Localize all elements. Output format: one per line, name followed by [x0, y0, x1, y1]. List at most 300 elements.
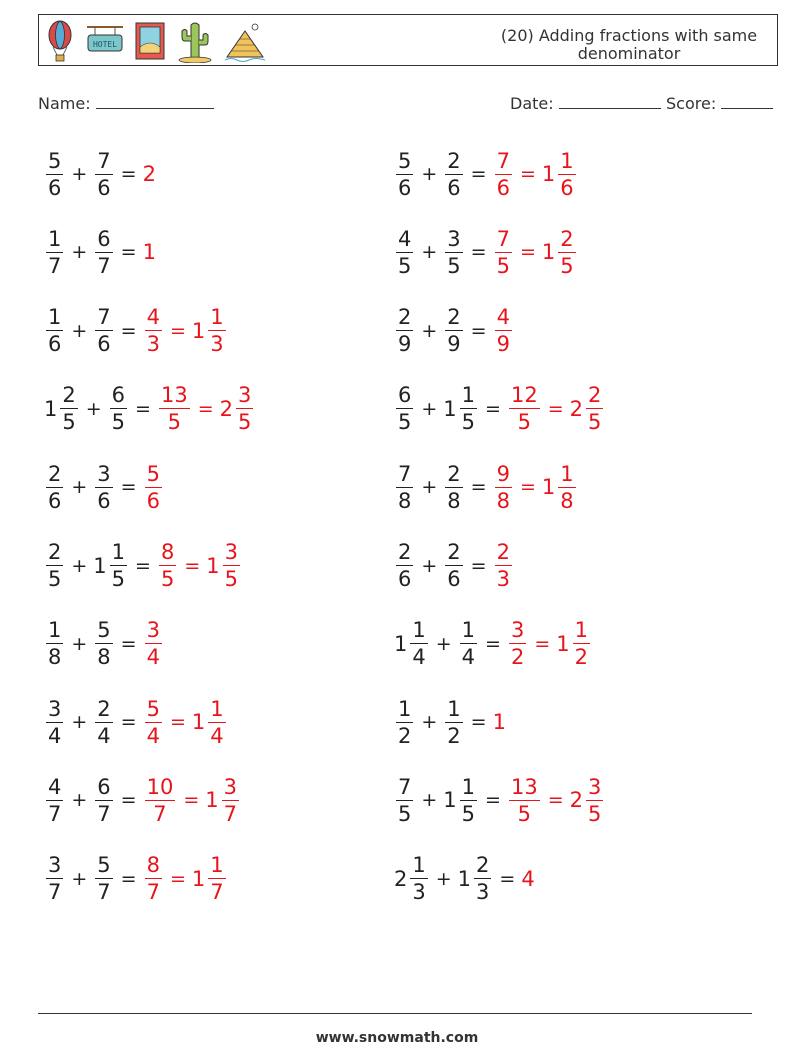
plus-sign: + [71, 476, 88, 499]
mixed-number [220, 382, 256, 435]
plus-sign: + [421, 319, 438, 342]
date-label: Date: [510, 94, 554, 113]
equals-sign: = [135, 554, 151, 577]
mixed-number [192, 696, 228, 749]
numerator: 8 [160, 540, 175, 564]
numerator: 1 [210, 853, 224, 878]
numerator: 2 [97, 696, 111, 721]
picture-frame-icon [133, 19, 167, 63]
mixed-number [143, 774, 178, 827]
fraction [95, 148, 112, 201]
numerator: 1 [210, 696, 224, 721]
denominator: 5 [517, 410, 532, 435]
fraction [60, 382, 77, 435]
whole-part: 1 [394, 631, 408, 656]
problem-11 [44, 534, 242, 598]
problem-3 [44, 220, 157, 284]
numerator: 10 [146, 774, 174, 799]
mixed-number [394, 539, 415, 592]
denominator: 6 [146, 488, 160, 513]
answer [143, 774, 178, 827]
denominator: 5 [398, 801, 412, 826]
problem-10 [394, 455, 578, 519]
mixed-number [493, 539, 514, 592]
denominator: 5 [62, 410, 76, 435]
mixed-number [493, 148, 514, 201]
answer [143, 696, 164, 749]
equals-sign: = [120, 867, 137, 890]
mixed-number [93, 617, 114, 670]
mixed-number [44, 617, 65, 670]
plus-sign: + [71, 241, 88, 264]
numerator: 1 [398, 696, 412, 721]
denominator: 5 [588, 801, 602, 826]
whole-part: 1 [205, 788, 219, 813]
answer [220, 382, 256, 435]
denominator: 4 [97, 723, 111, 748]
numerator: 2 [398, 305, 412, 330]
numerator: 1 [111, 540, 126, 564]
mixed-number [542, 226, 578, 279]
denominator: 5 [238, 410, 252, 435]
denominator: 2 [447, 723, 461, 748]
fraction [509, 382, 540, 435]
denominator: 5 [461, 801, 476, 826]
answer [157, 382, 192, 435]
mixed-number [44, 539, 65, 592]
denominator: 5 [461, 410, 476, 435]
whole-part: 1 [191, 710, 206, 735]
mixed-number [192, 304, 228, 357]
denominator: 9 [496, 332, 510, 357]
fraction [46, 461, 63, 514]
answer [493, 461, 514, 514]
numerator: 1 [210, 305, 224, 330]
denominator: 7 [153, 801, 167, 826]
fraction [46, 774, 63, 827]
numerator: 8 [146, 853, 160, 878]
answer [143, 617, 164, 670]
answer [542, 461, 578, 514]
answer [493, 304, 514, 357]
numerator: 5 [398, 148, 412, 173]
mixed-number [93, 226, 114, 279]
numerator: 1 [412, 618, 426, 643]
numerator: 1 [560, 148, 574, 173]
mixed-number [493, 710, 507, 734]
answer [143, 852, 164, 905]
answer [192, 304, 228, 357]
denominator: 5 [447, 253, 461, 278]
fraction [46, 304, 63, 357]
fraction [558, 461, 575, 514]
fraction [95, 226, 112, 279]
numerator: 6 [398, 383, 412, 408]
answer [143, 162, 157, 186]
fraction [46, 617, 63, 670]
numerator: 3 [224, 540, 239, 564]
fraction [208, 852, 225, 905]
plus-sign: + [71, 867, 88, 890]
denominator: 2 [398, 723, 412, 748]
equals-sign: = [120, 241, 137, 264]
numerator: 2 [62, 383, 76, 408]
numerator: 6 [97, 774, 111, 799]
fraction [396, 539, 413, 592]
denominator: 8 [97, 645, 111, 670]
denominator: 5 [398, 253, 412, 278]
fraction [145, 617, 162, 670]
numerator: 2 [398, 540, 412, 564]
denominator: 5 [560, 253, 574, 278]
plus-sign: + [421, 241, 438, 264]
score-blank[interactable] [721, 94, 773, 109]
numerator: 3 [588, 774, 602, 799]
name-label: Name: [38, 94, 91, 113]
mixed-number [93, 696, 114, 749]
fraction [46, 539, 63, 592]
numerator: 12 [510, 383, 538, 408]
numerator: 7 [496, 226, 510, 251]
fraction [396, 226, 413, 279]
numerator: 1 [48, 305, 62, 330]
score-field[interactable] [666, 94, 773, 113]
mixed-number [443, 461, 464, 514]
fraction [460, 774, 477, 827]
fraction [509, 774, 540, 827]
date-field[interactable] [510, 94, 661, 113]
plus-sign: + [71, 789, 88, 812]
problem-2 [394, 142, 578, 206]
numerator: 6 [111, 383, 126, 408]
plus-sign: + [421, 554, 438, 577]
denominator: 5 [517, 801, 532, 826]
numerator: 2 [476, 853, 490, 878]
denominator: 7 [48, 801, 62, 826]
mixed-number [443, 304, 464, 357]
worksheet-header [38, 14, 778, 66]
whole-part: 1 [44, 396, 58, 421]
denominator: 4 [210, 723, 224, 748]
mixed-number [93, 539, 129, 592]
fraction [558, 226, 575, 279]
fraction [396, 774, 413, 827]
mixed-number [93, 304, 114, 357]
whole-part: 1 [541, 475, 556, 500]
cactus-icon [177, 19, 213, 63]
plus-sign: + [71, 163, 88, 185]
mixed-number [93, 148, 114, 201]
numerator: 7 [97, 305, 111, 330]
hotel-sign-icon [85, 19, 125, 63]
denominator: 6 [398, 567, 412, 591]
plus-sign: + [421, 789, 438, 812]
mixed-number [143, 617, 164, 670]
denominator: 7 [97, 253, 111, 278]
score-label: Score: [666, 94, 717, 113]
fraction [95, 774, 112, 827]
mixed-number [521, 867, 535, 891]
mixed-number [394, 382, 415, 435]
mixed-number [44, 304, 65, 357]
mixed-number [443, 696, 464, 749]
answer [206, 539, 242, 592]
mixed-number [493, 226, 514, 279]
whole-part: 1 [93, 553, 107, 578]
answer [556, 617, 592, 670]
equals-sign: = [470, 554, 487, 577]
fraction [110, 382, 127, 435]
denominator: 5 [224, 567, 239, 591]
numerator: 5 [97, 853, 111, 878]
mixed-number [143, 304, 164, 357]
denominator: 5 [111, 567, 126, 591]
mixed-number [570, 774, 606, 827]
fraction [236, 382, 253, 435]
numerator: 4 [496, 305, 510, 330]
numerator: 4 [146, 305, 160, 330]
fraction [573, 617, 590, 670]
denominator: 7 [48, 253, 62, 278]
denominator: 5 [496, 253, 510, 278]
fraction [46, 696, 63, 749]
name-field[interactable] [38, 94, 214, 113]
fraction [445, 461, 462, 514]
plus-sign: + [421, 476, 438, 499]
mixed-number [556, 617, 592, 670]
numerator: 5 [146, 696, 160, 721]
fraction [558, 148, 575, 201]
numerator: 1 [412, 853, 426, 878]
problem-4 [394, 220, 578, 284]
denominator: 6 [496, 175, 510, 200]
problem-20 [394, 847, 536, 911]
mixed-number [507, 617, 528, 670]
problem-1 [44, 142, 157, 206]
mixed-number [507, 382, 542, 435]
mixed-number [394, 461, 415, 514]
mixed-number [205, 774, 241, 827]
denominator: 6 [48, 332, 62, 357]
whole-part: 1 [541, 162, 556, 186]
fraction [46, 148, 63, 201]
denominator: 3 [496, 567, 510, 591]
mixed-number [542, 461, 578, 514]
fraction [396, 696, 413, 749]
date-blank[interactable] [559, 94, 661, 109]
mixed-number [443, 539, 464, 592]
fraction [110, 539, 127, 592]
equals-sign: = [184, 554, 201, 577]
whole-part: 1 [541, 240, 556, 265]
denominator: 4 [146, 645, 160, 670]
numerator: 3 [97, 461, 111, 486]
denominator: 8 [496, 488, 510, 513]
fraction [95, 617, 112, 670]
fraction [410, 852, 427, 905]
mixed-number [458, 852, 494, 905]
pyramid-icon [223, 19, 267, 63]
equals-sign: = [485, 632, 501, 655]
fraction [95, 696, 112, 749]
fraction [495, 304, 512, 357]
mixed-number [443, 226, 464, 279]
denominator: 7 [223, 801, 237, 826]
answer [192, 852, 228, 905]
mixed-number [443, 382, 479, 435]
whole-part: 1 [191, 866, 206, 891]
numerator: 2 [48, 461, 62, 486]
answer [493, 539, 514, 592]
whole-part: 1 [457, 866, 472, 891]
equals-sign: = [197, 397, 214, 420]
mixed-number [394, 304, 415, 357]
plus-sign: + [71, 554, 88, 577]
problem-8 [394, 377, 605, 441]
fraction [95, 304, 112, 357]
equals-sign: = [470, 241, 487, 264]
denominator: 7 [146, 880, 160, 905]
numerator: 2 [560, 226, 574, 251]
plus-sign: + [435, 867, 452, 890]
fraction [495, 148, 512, 201]
fraction [586, 382, 603, 435]
denominator: 5 [48, 567, 62, 591]
equals-sign: = [519, 241, 536, 264]
whole-part: 2 [219, 396, 233, 421]
mixed-number [493, 304, 514, 357]
plus-sign: + [421, 163, 438, 185]
fraction [445, 226, 462, 279]
denominator: 7 [48, 880, 62, 905]
mixed-number [394, 696, 415, 749]
whole-part: 2 [569, 396, 583, 421]
fraction [145, 696, 162, 749]
numerator: 3 [238, 383, 252, 408]
problem-9 [44, 455, 164, 519]
denominator: 6 [97, 332, 111, 357]
fraction [46, 226, 63, 279]
mixed-number [394, 226, 415, 279]
mixed-number [93, 852, 114, 905]
numerator: 7 [398, 461, 412, 486]
whole-part: 2 [394, 866, 408, 891]
equals-sign: = [499, 867, 516, 890]
problem-17 [44, 768, 241, 832]
problem-5 [44, 299, 228, 363]
fraction [474, 852, 491, 905]
fraction [396, 148, 413, 201]
fraction [445, 696, 462, 749]
denominator: 5 [160, 567, 175, 591]
mixed-number [44, 148, 65, 201]
numerator: 7 [97, 148, 111, 173]
whole-part: 1 [443, 396, 457, 421]
mixed-number [157, 539, 178, 592]
fraction [509, 617, 526, 670]
denominator: 9 [398, 332, 412, 357]
name-blank[interactable] [96, 94, 214, 109]
footer-url: www.snowmath.com [315, 1030, 479, 1046]
equals-sign: = [120, 632, 137, 655]
problem-18 [394, 768, 605, 832]
denominator: 7 [97, 801, 111, 826]
numerator: 3 [223, 774, 237, 799]
mixed-number [542, 148, 578, 201]
equals-sign: = [547, 789, 564, 812]
numerator: 1 [461, 618, 476, 643]
fraction [586, 774, 603, 827]
answer [542, 226, 578, 279]
fraction [460, 382, 477, 435]
mixed-number [493, 461, 514, 514]
answer [507, 382, 542, 435]
fraction [495, 226, 512, 279]
equals-sign: = [485, 789, 501, 812]
numerator: 2 [48, 540, 62, 564]
whole-part: 1 [556, 631, 570, 656]
numerator: 7 [496, 148, 510, 173]
numerator: 2 [447, 461, 461, 486]
whole-part: 2 [142, 162, 156, 186]
fraction [445, 304, 462, 357]
mixed-number [143, 162, 157, 186]
answer [493, 148, 514, 201]
mixed-number [44, 696, 65, 749]
svg-text:HOTEL: HOTEL [92, 40, 118, 49]
denominator: 4 [146, 723, 160, 748]
numerator: 2 [447, 305, 461, 330]
mixed-number [44, 382, 80, 435]
answer [143, 304, 164, 357]
denominator: 5 [111, 410, 126, 435]
mixed-number [206, 539, 242, 592]
denominator: 6 [97, 488, 111, 513]
numerator: 6 [97, 226, 111, 251]
mixed-number [44, 852, 65, 905]
denominator: 3 [210, 332, 224, 357]
mixed-number [507, 774, 542, 827]
numerator: 1 [574, 618, 589, 643]
mixed-number [44, 774, 65, 827]
numerator: 1 [447, 696, 461, 721]
numerator: 7 [398, 774, 412, 799]
denominator: 3 [146, 332, 160, 357]
footer-divider [38, 1013, 752, 1014]
denominator: 3 [412, 880, 426, 905]
equals-sign: = [169, 867, 186, 890]
problem-12 [394, 534, 514, 598]
answer [493, 226, 514, 279]
fraction [159, 539, 176, 592]
mixed-number [394, 617, 430, 670]
equals-sign: = [470, 476, 487, 499]
answer [507, 774, 542, 827]
denominator: 8 [447, 488, 461, 513]
denominator: 5 [398, 410, 412, 435]
numerator: 5 [146, 461, 160, 486]
fraction [145, 461, 162, 514]
equals-sign: = [169, 711, 186, 734]
numerator: 3 [48, 853, 62, 878]
denominator: 2 [510, 645, 525, 670]
answer [521, 867, 535, 891]
plus-sign: + [421, 711, 438, 734]
plus-sign: + [85, 397, 102, 420]
numerator: 2 [447, 148, 461, 173]
denominator: 6 [48, 175, 62, 200]
denominator: 9 [447, 332, 461, 357]
